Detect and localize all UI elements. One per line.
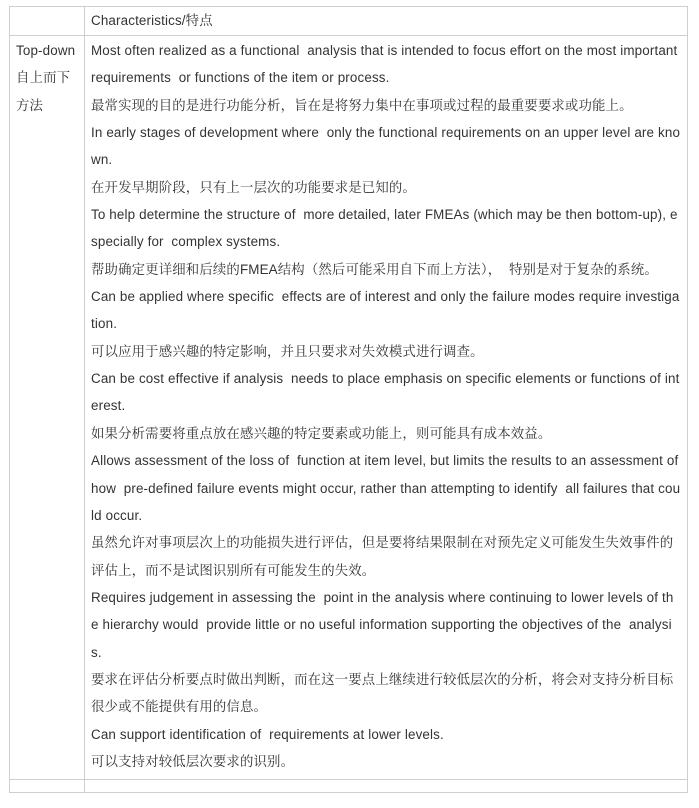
method-cell — [10, 36, 85, 780]
characteristics-cell — [85, 36, 688, 780]
characteristic-item: 在开发早期阶段，只有上一层次的功能要求是已知的。 — [91, 179, 416, 195]
characteristic-item: Can be applied where specific effects are of interest and only the failure modes require investigation. — [91, 289, 680, 332]
characteristic-item: In early stages of development where only the functional requirements on an upper level are known. — [91, 125, 681, 168]
characteristics-table — [9, 6, 688, 793]
characteristic-item: 如果分析需要将重点放在感兴趣的特定要素或功能上，则可能具有成本效益。 — [91, 425, 552, 441]
characteristic-item: 可以应用于感兴趣的特定影响，并且只要求对失效模式进行调查。 — [91, 343, 484, 359]
partial-right-cell — [85, 780, 688, 793]
header-characteristics-cell: Characteristics/特点 — [85, 7, 688, 36]
table-row-partial — [10, 780, 688, 793]
characteristic-item: Allows assessment of the loss of function at item level, but limits the results to an assessment of how pre-defined failure events might occur, rather than attempting to identify all failures that could occur. — [91, 453, 683, 523]
characteristic-item: 虽然允许对事项层次上的功能损失进行评估，但是要将结果限制在对预先定义可能发生失效事件的评估上，而不是试图识别所有可能发生的失效。 — [91, 535, 674, 578]
partial-left-cell — [10, 780, 85, 793]
characteristic-item: Can support identification of requirements at lower levels. — [91, 726, 444, 742]
characteristic-item: Most often realized as a functional analysis that is intended to focus effort on the most important requirements or functions of the item or process. — [91, 43, 682, 86]
characteristic-item: 帮助确定更详细和后续的FMEA结构（然后可能采用自下而上方法）， 特别是对于复杂的系统。 — [91, 261, 658, 277]
header-left-cell — [10, 7, 85, 36]
table-header-row — [10, 7, 688, 36]
characteristic-item: Requires judgement in assessing the point in the analysis where continuing to lower levels of the hierarchy would provide little or no useful information supporting the objectives of the analysis. — [91, 589, 674, 660]
characteristic-item: 可以支持对较低层次要求的识别。 — [91, 753, 295, 769]
method-name-zh: 自上而下方法 — [16, 70, 71, 113]
characteristic-item: 要求在评估分析要点时做出判断，而在这一要点上继续进行较低层次的分析，将会对支持分析目标很少或不能提供有用的信息。 — [91, 671, 674, 715]
characteristic-item: To help determine the structure of more detailed, later FMEAs (which may be then bottom-up), especially for complex systems. — [91, 207, 678, 250]
method-name-en: Top-down — [16, 43, 76, 58]
characteristic-item: Can be cost effective if analysis needs to place emphasis on specific elements or functions of interest. — [91, 371, 680, 414]
characteristic-item: 最常实现的目的是进行功能分析，旨在是将努力集中在事项或过程的最重要要求或功能上。 — [91, 97, 633, 113]
table-row — [10, 36, 688, 780]
